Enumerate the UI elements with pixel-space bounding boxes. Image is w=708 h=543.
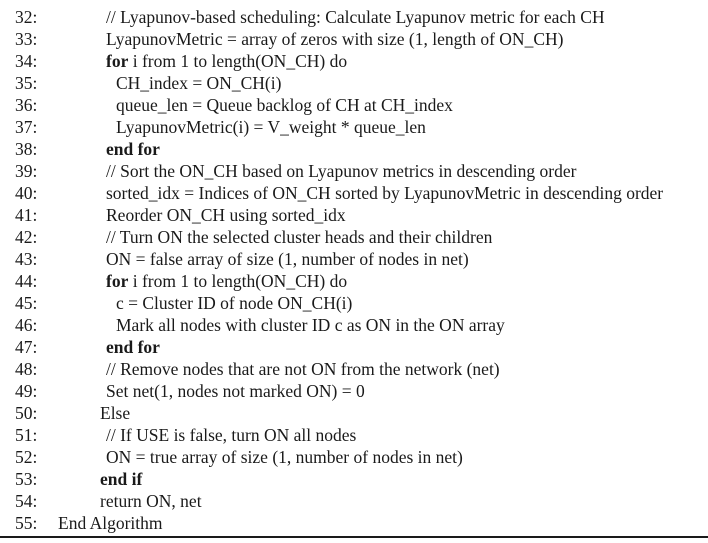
code-text <box>106 380 365 402</box>
text-segment: sorted_idx = Indices of ON_CH sorted by LyapunovMetric in descending order <box>106 183 664 203</box>
line-number: 44: <box>15 271 38 291</box>
line-number: 46: <box>15 315 38 335</box>
text-segment: Set net(1, nodes not marked ON) = 0 <box>106 381 365 401</box>
line-number: 40: <box>15 183 38 203</box>
code-listing <box>0 6 708 534</box>
keyword-segment: for <box>106 271 129 291</box>
code-text <box>106 226 492 248</box>
code-line <box>0 336 708 358</box>
text-segment: return ON, net <box>100 491 202 511</box>
code-text <box>100 490 202 512</box>
line-number: 43: <box>15 249 38 269</box>
code-line <box>0 138 708 160</box>
text-segment: Else <box>100 403 131 423</box>
code-line <box>0 248 708 270</box>
code-line <box>0 424 708 446</box>
line-number: 47: <box>15 337 38 357</box>
line-number: 49: <box>15 381 38 401</box>
code-text <box>58 512 163 534</box>
code-text <box>106 138 160 160</box>
text-segment: Reorder ON_CH using sorted_idx <box>106 205 346 225</box>
text-segment: // Remove nodes that are not ON from the network (net) <box>106 359 500 379</box>
code-line <box>0 204 708 226</box>
code-text <box>100 402 130 424</box>
code-text <box>116 72 281 94</box>
code-line <box>0 28 708 50</box>
code-text <box>106 358 500 380</box>
code-line <box>0 116 708 138</box>
code-line <box>0 72 708 94</box>
code-line <box>0 292 708 314</box>
code-text <box>116 292 352 314</box>
line-number: 38: <box>15 139 38 159</box>
line-number: 33: <box>15 29 38 49</box>
line-number: 37: <box>15 117 38 137</box>
keyword-segment: end for <box>106 139 160 159</box>
keyword-segment: for <box>106 51 129 71</box>
code-line <box>0 182 708 204</box>
line-number: 50: <box>15 403 38 423</box>
code-text <box>106 182 663 204</box>
line-number: 52: <box>15 447 38 467</box>
code-line <box>0 314 708 336</box>
text-segment: LyapunovMetric(i) = V_weight * queue_len <box>116 117 426 137</box>
text-segment: i from 1 to length(ON_CH) do <box>128 51 348 71</box>
code-line <box>0 160 708 182</box>
text-segment: // Sort the ON_CH based on Lyapunov metrics in descending order <box>106 161 577 181</box>
code-text <box>106 248 469 270</box>
line-number: 45: <box>15 293 38 313</box>
text-segment: c = Cluster ID of node ON_CH(i) <box>116 293 353 313</box>
code-text <box>116 314 505 336</box>
code-line <box>0 512 708 534</box>
line-number: 36: <box>15 95 38 115</box>
line-number: 48: <box>15 359 38 379</box>
line-number: 39: <box>15 161 38 181</box>
code-text <box>106 336 160 358</box>
keyword-segment: end for <box>106 337 160 357</box>
code-line <box>0 446 708 468</box>
code-line <box>0 380 708 402</box>
code-text <box>106 204 346 226</box>
code-text <box>106 28 563 50</box>
text-segment: // If USE is false, turn ON all nodes <box>106 425 357 445</box>
keyword-segment: end if <box>100 469 143 489</box>
code-line <box>0 94 708 116</box>
text-segment: LyapunovMetric = array of zeros with size (1, length of ON_CH) <box>106 29 564 49</box>
code-line <box>0 468 708 490</box>
text-segment: ON = false array of size (1, number of nodes in net) <box>106 249 469 269</box>
text-segment: // Lyapunov-based scheduling: Calculate Lyapunov metric for each CH <box>106 7 605 27</box>
code-line <box>0 6 708 28</box>
text-segment: Mark all nodes with cluster ID c as ON in the ON array <box>116 315 505 335</box>
text-segment: i from 1 to length(ON_CH) do <box>128 271 348 291</box>
line-number: 51: <box>15 425 38 445</box>
code-text <box>106 270 347 292</box>
line-number: 41: <box>15 205 38 225</box>
code-text <box>116 94 453 116</box>
code-text <box>106 50 347 72</box>
code-line <box>0 402 708 424</box>
text-segment: End Algorithm <box>58 513 163 533</box>
code-text <box>106 446 463 468</box>
code-line <box>0 50 708 72</box>
line-number: 42: <box>15 227 38 247</box>
line-number: 32: <box>15 7 38 27</box>
bottom-rule <box>0 536 708 538</box>
code-text <box>106 6 605 28</box>
text-segment: ON = true array of size (1, number of nodes in net) <box>106 447 463 467</box>
line-number: 35: <box>15 73 38 93</box>
code-text <box>106 160 576 182</box>
code-line <box>0 358 708 380</box>
line-number: 55: <box>15 513 38 533</box>
text-segment: // Turn ON the selected cluster heads and their children <box>106 227 493 247</box>
code-line <box>0 490 708 512</box>
code-text <box>116 116 426 138</box>
code-line <box>0 226 708 248</box>
code-text <box>100 468 142 490</box>
code-text <box>106 424 356 446</box>
text-segment: CH_index = ON_CH(i) <box>116 73 282 93</box>
line-number: 34: <box>15 51 38 71</box>
code-line <box>0 270 708 292</box>
text-segment: queue_len = Queue backlog of CH at CH_index <box>116 95 453 115</box>
line-number: 54: <box>15 491 38 511</box>
line-number: 53: <box>15 469 38 489</box>
